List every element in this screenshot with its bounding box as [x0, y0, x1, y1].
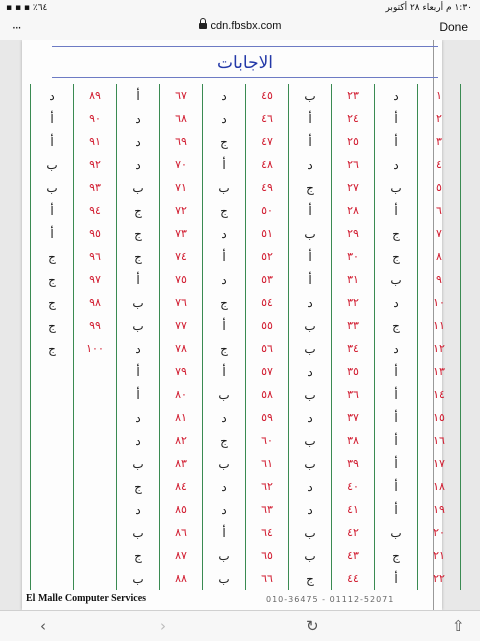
question-number: ٣٣ [332, 314, 375, 337]
answer-cell: د [289, 475, 332, 498]
url-bar[interactable] [0, 20, 480, 32]
answer-cell: ب [375, 176, 418, 199]
table-row [31, 521, 461, 544]
sheet-title: الاجابات [216, 53, 274, 73]
answer-cell: ب [117, 291, 160, 314]
answer-cell [31, 452, 74, 475]
answer-cell: أ [289, 245, 332, 268]
answer-cell: ج [203, 130, 246, 153]
question-number: ٧٠ [160, 153, 203, 176]
question-number: ٥٠ [246, 199, 289, 222]
question-number: ٤٣ [332, 544, 375, 567]
answer-cell: د [203, 475, 246, 498]
answer-cell: د [117, 498, 160, 521]
answer-cell: د [203, 84, 246, 107]
answer-cell: أ [375, 567, 418, 590]
question-number: ٢٩ [332, 222, 375, 245]
answer-cell: ج [375, 222, 418, 245]
answer-cell: ب [117, 521, 160, 544]
table-row [31, 383, 461, 406]
question-number: ٤١ [332, 498, 375, 521]
question-number: ٧٨ [160, 337, 203, 360]
question-number: ٩١ [74, 130, 117, 153]
answer-cell: ج [203, 199, 246, 222]
question-number: ٩٣ [74, 176, 117, 199]
table-row [31, 498, 461, 521]
answer-cell: د [289, 360, 332, 383]
answer-cell: ج [203, 291, 246, 314]
answer-cell: د [203, 268, 246, 291]
answer-cell: ب [289, 337, 332, 360]
question-number: ٤٠ [332, 475, 375, 498]
question-number: ٥٨ [246, 383, 289, 406]
table-row [31, 360, 461, 383]
battery-wifi-indicator: ▪︎ ▪︎ ▪︎ ٪٦٤ [6, 3, 48, 13]
answer-cell: د [375, 84, 418, 107]
question-number: ٨٧ [160, 544, 203, 567]
done-button[interactable]: Done [439, 20, 468, 34]
answer-cell: ب [289, 383, 332, 406]
answer-cell: أ [375, 406, 418, 429]
answer-cell: ج [289, 176, 332, 199]
answer-table [30, 84, 461, 590]
question-number: ٦٩ [160, 130, 203, 153]
answer-cell: د [203, 406, 246, 429]
question-number: ٩٦ [74, 245, 117, 268]
question-number: ١٣ [418, 360, 461, 383]
question-number: ٢٧ [332, 176, 375, 199]
question-number: ٤٧ [246, 130, 289, 153]
answer-cell: أ [117, 360, 160, 383]
question-number: ٢٢ [418, 567, 461, 590]
answer-cell: ج [375, 314, 418, 337]
answer-cell: ب [289, 222, 332, 245]
answer-cell: ج [117, 199, 160, 222]
answer-cell: ج [375, 245, 418, 268]
answer-cell: أ [375, 429, 418, 452]
question-number: ٩٢ [74, 153, 117, 176]
question-number: ٦٥ [246, 544, 289, 567]
status-bar [0, 0, 480, 16]
answer-cell: د [117, 406, 160, 429]
question-number [74, 383, 117, 406]
answer-cell: أ [203, 153, 246, 176]
question-number: ٨ [418, 245, 461, 268]
question-number: ٤ [418, 153, 461, 176]
answer-cell: ب [375, 268, 418, 291]
question-number: ٨٩ [74, 84, 117, 107]
answer-cell: أ [203, 245, 246, 268]
question-number [74, 452, 117, 475]
question-number: ١٩ [418, 498, 461, 521]
answer-cell: ب [203, 544, 246, 567]
answer-cell [31, 521, 74, 544]
table-row [31, 314, 461, 337]
question-number: ٣١ [332, 268, 375, 291]
answer-cell: أ [375, 452, 418, 475]
answer-cell: أ [31, 199, 74, 222]
question-number: ٧٤ [160, 245, 203, 268]
question-number: ٣٨ [332, 429, 375, 452]
answer-cell: د [31, 84, 74, 107]
answer-cell: ب [289, 452, 332, 475]
answer-cell: أ [31, 107, 74, 130]
answer-cell: ب [117, 567, 160, 590]
question-number: ٩٠ [74, 107, 117, 130]
question-number: ٧١ [160, 176, 203, 199]
question-number: ٧٥ [160, 268, 203, 291]
question-number: ٤٦ [246, 107, 289, 130]
question-number: ١٠٠ [74, 337, 117, 360]
table-row [31, 199, 461, 222]
answer-cell: د [203, 222, 246, 245]
answer-cell: أ [375, 107, 418, 130]
answer-cell: ب [31, 153, 74, 176]
answer-cell: أ [375, 498, 418, 521]
answer-cell: ب [289, 521, 332, 544]
question-number: ١٧ [418, 452, 461, 475]
browser-nav-bar [0, 16, 480, 41]
question-number [74, 406, 117, 429]
question-number: ٨٥ [160, 498, 203, 521]
answer-cell: أ [375, 383, 418, 406]
question-number: ٥ [418, 176, 461, 199]
answer-cell: أ [375, 475, 418, 498]
question-number: ١٤ [418, 383, 461, 406]
question-number: ٦٨ [160, 107, 203, 130]
question-number: ٢ [418, 107, 461, 130]
question-number: ٨٠ [160, 383, 203, 406]
answer-cell: د [289, 291, 332, 314]
question-number: ٥٥ [246, 314, 289, 337]
answer-cell: أ [289, 199, 332, 222]
question-number: ٣ [418, 130, 461, 153]
question-number: ٥٦ [246, 337, 289, 360]
answer-cell: أ [289, 268, 332, 291]
question-number: ٦٤ [246, 521, 289, 544]
answer-cell: أ [375, 199, 418, 222]
answer-cell: ج [31, 245, 74, 268]
question-number: ٧٩ [160, 360, 203, 383]
table-row [31, 337, 461, 360]
answer-cell [31, 360, 74, 383]
answer-cell: ب [203, 567, 246, 590]
footer-company: El Malle Computer Services [26, 593, 147, 604]
question-number [74, 544, 117, 567]
answer-cell: د [289, 153, 332, 176]
question-number: ٣٠ [332, 245, 375, 268]
answer-cell: ب [289, 314, 332, 337]
question-number: ١٥ [418, 406, 461, 429]
question-number: ٢٥ [332, 130, 375, 153]
question-number: ٣٩ [332, 452, 375, 475]
answer-cell: ج [375, 544, 418, 567]
answer-cell: د [375, 153, 418, 176]
question-number: ٦٧ [160, 84, 203, 107]
question-number: ٦٣ [246, 498, 289, 521]
question-number: ٩٩ [74, 314, 117, 337]
answer-cell: د [117, 153, 160, 176]
question-number: ٤٨ [246, 153, 289, 176]
question-number: ٤٩ [246, 176, 289, 199]
question-number: ٦٠ [246, 429, 289, 452]
question-number: ٥١ [246, 222, 289, 245]
table-row [31, 406, 461, 429]
question-number: ٤٥ [246, 84, 289, 107]
answer-cell [31, 475, 74, 498]
question-number [74, 521, 117, 544]
question-number: ٧٦ [160, 291, 203, 314]
question-number: ١ [418, 84, 461, 107]
answer-cell: ب [289, 84, 332, 107]
table-row [31, 84, 461, 107]
question-number: ٣٦ [332, 383, 375, 406]
lock-icon [199, 23, 207, 29]
question-number: ٩ [418, 268, 461, 291]
answer-cell: أ [31, 130, 74, 153]
answer-cell: ج [117, 475, 160, 498]
question-number: ٩٥ [74, 222, 117, 245]
table-row [31, 429, 461, 452]
document-viewer[interactable] [0, 40, 480, 610]
question-number: ٨٤ [160, 475, 203, 498]
table-row [31, 567, 461, 590]
share-icon[interactable]: ⇧ [452, 617, 465, 635]
question-number [74, 498, 117, 521]
question-number: ٣٥ [332, 360, 375, 383]
answer-cell: د [117, 107, 160, 130]
answer-cell: ج [31, 314, 74, 337]
answer-cell: ب [203, 176, 246, 199]
question-number: ٨٨ [160, 567, 203, 590]
question-number: ٦٢ [246, 475, 289, 498]
answer-cell [31, 406, 74, 429]
answer-cell: ج [117, 222, 160, 245]
answer-cell: ج [117, 544, 160, 567]
question-number: ١٠ [418, 291, 461, 314]
table-row [31, 107, 461, 130]
table-row [31, 153, 461, 176]
answer-cell: ب [31, 176, 74, 199]
answer-cell: ب [203, 383, 246, 406]
question-number: ١١ [418, 314, 461, 337]
question-number: ٦ [418, 199, 461, 222]
answer-cell: ج [289, 567, 332, 590]
answer-cell: أ [289, 130, 332, 153]
answer-cell: ج [31, 291, 74, 314]
table-row [31, 268, 461, 291]
answer-cell: د [289, 406, 332, 429]
question-number: ٢٠ [418, 521, 461, 544]
answer-cell: د [203, 498, 246, 521]
question-number: ٤٤ [332, 567, 375, 590]
question-number: ٣٢ [332, 291, 375, 314]
answer-cell: أ [375, 130, 418, 153]
answer-cell: ب [203, 452, 246, 475]
answer-cell [31, 383, 74, 406]
question-number: ١٦ [418, 429, 461, 452]
question-number: ٧ [418, 222, 461, 245]
answer-cell: د [117, 429, 160, 452]
question-number: ٤٢ [332, 521, 375, 544]
answer-cell: أ [31, 222, 74, 245]
question-number: ٩٤ [74, 199, 117, 222]
question-number: ٥٣ [246, 268, 289, 291]
question-number: ٧٣ [160, 222, 203, 245]
reload-icon[interactable]: ↻ [306, 617, 319, 635]
question-number: ٦١ [246, 452, 289, 475]
answer-cell: د [117, 337, 160, 360]
table-row [31, 475, 461, 498]
more-icon[interactable]: ··· [12, 21, 21, 35]
question-number [74, 429, 117, 452]
table-row [31, 130, 461, 153]
answer-cell: ج [117, 245, 160, 268]
answer-cell [31, 544, 74, 567]
answer-cell: د [117, 130, 160, 153]
question-number: ٥٤ [246, 291, 289, 314]
question-number: ٣٧ [332, 406, 375, 429]
answer-cell: ج [203, 337, 246, 360]
answer-cell: ب [289, 544, 332, 567]
answer-cell: ج [31, 268, 74, 291]
answer-cell [31, 567, 74, 590]
question-number: ٢١ [418, 544, 461, 567]
answer-cell: أ [117, 268, 160, 291]
answer-cell: أ [117, 84, 160, 107]
question-number: ٥٢ [246, 245, 289, 268]
question-number [74, 360, 117, 383]
question-number: ٢٤ [332, 107, 375, 130]
answer-cell: د [203, 107, 246, 130]
question-number: ٨٢ [160, 429, 203, 452]
forward-icon[interactable]: › [160, 617, 166, 635]
question-number: ٣٤ [332, 337, 375, 360]
question-number: ٢٣ [332, 84, 375, 107]
answer-cell: ب [117, 452, 160, 475]
question-number: ٩٨ [74, 291, 117, 314]
question-number: ٥٩ [246, 406, 289, 429]
question-number: ٩٧ [74, 268, 117, 291]
answer-cell: د [375, 337, 418, 360]
answer-cell: أ [203, 314, 246, 337]
answer-cell: ج [203, 429, 246, 452]
table-row [31, 452, 461, 475]
answer-cell: د [375, 291, 418, 314]
table-row [31, 245, 461, 268]
question-number: ١٢ [418, 337, 461, 360]
clock-date: ١:٣٠ م أربعاء ٢٨ أكتوبر [385, 3, 472, 13]
question-number: ٢٨ [332, 199, 375, 222]
answer-cell: ب [289, 429, 332, 452]
answer-cell [31, 498, 74, 521]
answer-cell: ج [31, 337, 74, 360]
url-text: cdn.fbsbx.com [210, 20, 282, 32]
question-number: ٧٧ [160, 314, 203, 337]
footer-phone: 010-36475 - 01112-52071 [266, 595, 395, 604]
question-number [74, 567, 117, 590]
table-row [31, 544, 461, 567]
question-number [74, 475, 117, 498]
answer-cell: ب [117, 176, 160, 199]
answer-cell: أ [117, 383, 160, 406]
table-row [31, 291, 461, 314]
answer-cell: أ [289, 107, 332, 130]
browser-toolbar [0, 610, 480, 641]
question-number: ٥٧ [246, 360, 289, 383]
answer-cell: د [289, 498, 332, 521]
answer-cell: أ [375, 360, 418, 383]
answer-cell: أ [203, 360, 246, 383]
back-icon[interactable]: ‹ [40, 617, 46, 635]
question-number: ٨٦ [160, 521, 203, 544]
answer-cell [31, 429, 74, 452]
question-number: ٦٦ [246, 567, 289, 590]
answer-cell: ب [375, 521, 418, 544]
answer-cell: أ [203, 521, 246, 544]
answer-cell: ب [117, 314, 160, 337]
question-number: ٢٦ [332, 153, 375, 176]
question-number: ١٨ [418, 475, 461, 498]
table-row [31, 176, 461, 199]
question-number: ٧٢ [160, 199, 203, 222]
question-number: ٨١ [160, 406, 203, 429]
question-number: ٨٣ [160, 452, 203, 475]
table-row [31, 222, 461, 245]
title-box [52, 46, 438, 78]
